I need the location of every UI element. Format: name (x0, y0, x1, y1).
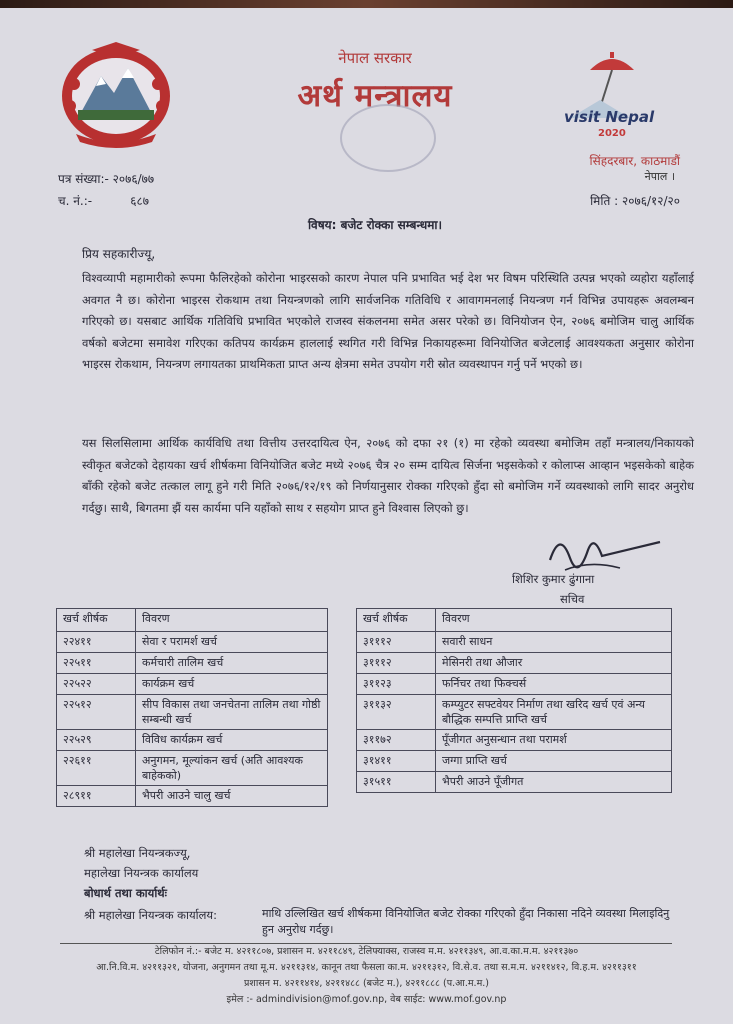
signatory-designation: सचिव (560, 592, 585, 606)
body-paragraph-2: यस सिलसिलामा आर्थिक कार्यविधि तथा वित्तीय उत्तरदायित्व ऐन, २०७६ को दफा २१ (१) मा रहेको व्यवस्था बमोजिम तहाँ मन्त्रालय/निकायको स्वीकृत बजेटको देहायका खर्च शीर्षकमा विनियोजित बजेट मध्ये २०७६ चैत्र २० सम्म दायित्व सिर्जना भइसकेको र कोलाप्स आव्हान भइसकेको बाहेक बाँकी रहेको बजेट तत्काल लागू हुने गरी मिति २०७६/१२/१९ को निर्णयानुसार रोक्का गरिएको हुँदा सो बमोजिम गर्ने व्यवस्थाको लागि सादर अनुरोध गर्दछु। साथै, बिगतमा झैं यस कार्यमा पनि यहाँको साथ र सहयोग प्राप्त हुने विश्वास लिएको छु। (82, 436, 694, 515)
address-line-1: सिंहदरबार, काठमाडौं (589, 154, 680, 168)
column-header-description: विवरण (436, 609, 672, 632)
expense-code: ३१४११ (357, 751, 436, 772)
expense-code: २२५१२ (57, 695, 136, 730)
greeting: प्रिय सहकारीज्यू, (82, 247, 156, 261)
government-name: नेपाल सरकार (338, 49, 412, 67)
expense-description: फर्निचर तथा फिक्चर्स (436, 674, 672, 695)
expense-description: जग्गा प्राप्ति खर्च (436, 751, 672, 772)
top-border (0, 0, 733, 8)
footer-line-3: प्रशासन म. ४२११४१४, ४२११४८८ (बजेट म.), ४२११८८८ (प.आ.म.म.) (244, 978, 489, 989)
column-header-code: खर्च शीर्षक (357, 609, 436, 632)
office-stamp (340, 104, 436, 172)
expense-code: ३१५११ (357, 772, 436, 793)
letter-page (0, 8, 733, 1024)
expense-code: ३१११२ (357, 653, 436, 674)
table-header-row (357, 609, 672, 632)
table-row (357, 695, 672, 730)
table-row (57, 653, 328, 674)
signatory-name: शिशिर कुमार ढुंगाना (512, 572, 595, 586)
expense-description: भैपरी आउने चालु खर्च (136, 786, 328, 807)
cc-office: श्री महालेखा नियन्त्रक कार्यालय: (84, 908, 217, 922)
expense-code: ३११३२ (357, 695, 436, 730)
ministry-name: अर्थ मन्त्रालय (297, 78, 453, 114)
column-header-description: विवरण (136, 609, 328, 632)
expense-code: २८९११ (57, 786, 136, 807)
dispatch-number: च. नं.:- ६८७ (58, 194, 149, 208)
table-row (57, 751, 328, 786)
table-row (357, 772, 672, 793)
nepal-emblem-icon (56, 38, 176, 148)
logo-text: visit Nepal (564, 108, 655, 126)
table-row (57, 730, 328, 751)
expense-description: पूँजीगत अनुसन्धान तथा परामर्श (436, 730, 672, 751)
table-row (57, 674, 328, 695)
cc-note: माथि उल्लिखित खर्च शीर्षकमा विनियोजित बजेट रोक्का गरिएको हुँदा निकासा नदिने व्यवस्था मिलाइदिनु हुन अनुरोध गर्दछु। (262, 907, 670, 936)
expense-table-left (56, 608, 328, 807)
expense-description: सवारी साधन (436, 632, 672, 653)
expense-code: २२५२९ (57, 730, 136, 751)
footer-line-2: आ.नि.वि.म. ४२११३२१, योजना, अनुगमन तथा मू.म. ४२११३१४, कानून तथा फैसला का.म. ४२११३१२, वि.से.व. तथा स.म.म. ४२११४१२, वि.ह.म. ४२११३११ (96, 962, 637, 973)
letter-date: मिति : २०७६/१२/२० (590, 194, 680, 208)
cc-heading: बोधार्थ तथा कार्यार्थः (84, 886, 167, 900)
footer-line-1: टेलिफोन नं.:- बजेट म. ४२११८०७, प्रशासन म. ४२११८४९, टेलिफ्याक्स, राजस्व म.म. ४२११३४९, आ.व.का.म.म. ४२११३७० (154, 946, 579, 957)
table-row (357, 632, 672, 653)
address-line-2: नेपाल । (644, 170, 675, 183)
table-row (57, 695, 328, 730)
expense-code: २२४११ (57, 632, 136, 653)
expense-table-right (356, 608, 672, 793)
footer-contact: इमेल :- admindivision@mof.gov.np, वेब साईट: www.mof.gov.np (226, 994, 507, 1005)
expense-description: भैपरी आउने पूँजीगत (436, 772, 672, 793)
table-header-row (57, 609, 328, 632)
table-row (57, 786, 328, 807)
expense-description: सीप विकास तथा जनचेतना तालिम तथा गोष्ठी सम्बन्धी खर्च (136, 695, 328, 730)
recipient-line-1: श्री महालेखा नियन्त्रकज्यू, (84, 846, 191, 860)
expense-description: विविध कार्यक्रम खर्च (136, 730, 328, 751)
expense-description: कर्मचारी तालिम खर्च (136, 653, 328, 674)
expense-description: कार्यक्रम खर्च (136, 674, 328, 695)
signature-mark (470, 520, 670, 600)
table-row (357, 751, 672, 772)
expense-code: ३१११२ (357, 632, 436, 653)
expense-description: कम्प्युटर सफ्टवेयर निर्माण तथा खरिद खर्च एवं अन्य बौद्धिक सम्पत्ति प्राप्ति खर्च (436, 695, 672, 730)
reference-number: पत्र संख्या:- २०७६/७७ (58, 172, 155, 186)
expense-code: ३११७२ (357, 730, 436, 751)
logo-year: 2020 (598, 128, 626, 139)
expense-description: सेवा र परामर्श खर्च (136, 632, 328, 653)
expense-description: मेसिनरी तथा औजार (436, 653, 672, 674)
column-header-code: खर्च शीर्षक (57, 609, 136, 632)
table-row (57, 632, 328, 653)
table-row (357, 674, 672, 695)
body-paragraph-1: विश्वव्यापी महामारीको रूपमा फैलिरहेको कोरोना भाइरसको कारण नेपाल पनि प्रभावित भई देश भर विषम परिस्थिति उत्पन्न भएको व्यहोरा यहाँलाई अवगत नै छ। कोरोना भाइरस रोकथाम तथा नियन्त्रणको लागि सार्वजनिक गतिविधि र आवागमनलाई नियन्त्रण गर्न विभिन्न उपायहरू अवलम्बन गरिएको छ। यसबाट आर्थिक गतिविधि प्रभावित भएकोले राजस्व संकलनमा समेत असर परेको छ। विनियोजन ऐन, २०७६ बमोजिम चालु आर्थिक वर्षको बजेटमा समावेश गरिएका कतिपय कार्यक्रम हाललाई स्थगित गरी विभिन्न निकायहरूमा विनियोजित बजेटलाई आवश्यकता अनुसार कोरोना भाइरस रोकथाम, नियन्त्रण लगायतका प्राथमिकता प्राप्त अन्य क्षेत्रमा समेत उपयोग गरी स्रोत व्यवस्थापन गर्नु पर्ने भएको छ। (82, 271, 694, 371)
expense-code: २२६११ (57, 751, 136, 786)
expense-code: ३११२३ (357, 674, 436, 695)
table-row (357, 730, 672, 751)
expense-code: २२५२२ (57, 674, 136, 695)
expense-description: अनुगमन, मूल्यांकन खर्च (अति आवश्यक बाहेकको) (136, 751, 328, 786)
table-row (357, 653, 672, 674)
letter-subject: विषय: बजेट रोक्का सम्बन्धमा। (307, 218, 443, 232)
expense-code: २२५११ (57, 653, 136, 674)
visit-nepal-logo (560, 48, 688, 148)
recipient-line-2: महालेखा नियन्त्रक कार्यालय (84, 866, 199, 880)
